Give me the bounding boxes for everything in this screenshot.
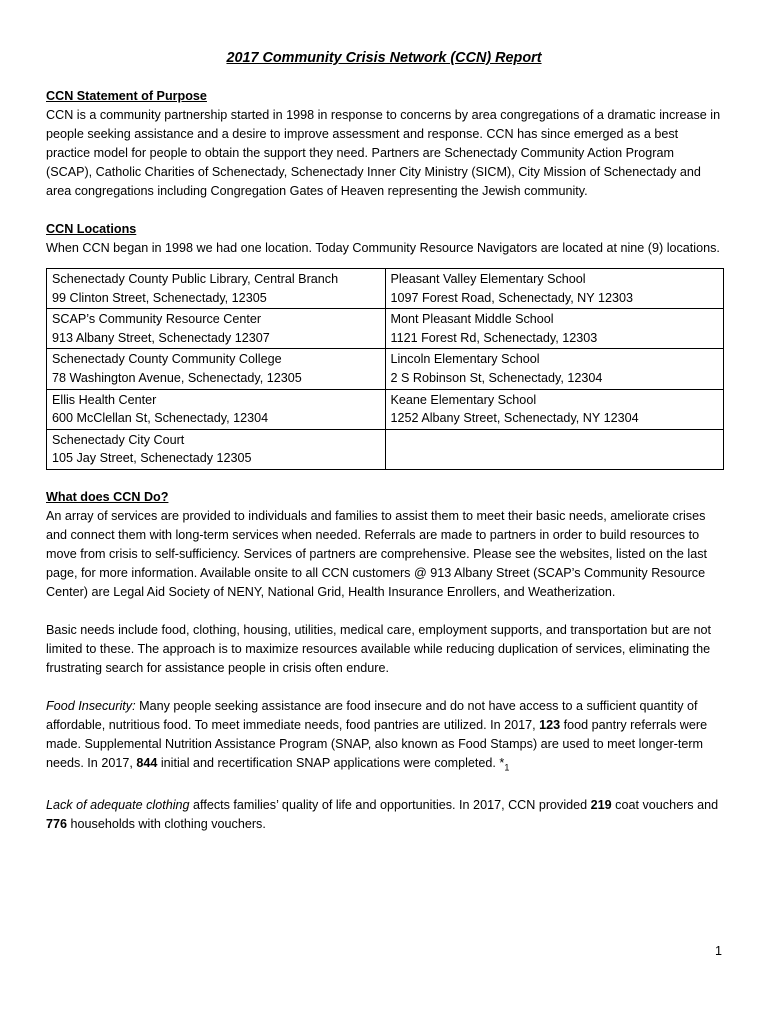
location-name: SCAP’s Community Resource Center [52,312,262,327]
purpose-heading: CCN Statement of Purpose [46,89,207,103]
food-section [46,697,722,778]
what-section [46,488,722,602]
locations-heading: CCN Locations [46,222,137,236]
food-pantry-count: 123 [539,717,561,732]
location-address: 1121 Forest Rd, Schenectady, 12303 [390,330,598,345]
purpose-text: CCN is a community partnership started in 1998 in response to concerns by area congregations of a dramatic increase in people seeking assistance and a desire to improve assessment and response. CCN has since emerged as a best practice model for people to obtain the support they need. Partners are Schenectady Community Action Program (SCAP), Catholic Charities of Schenectady, Schenectady Inner City Ministry (SICM), City Mission of Schenectady and area congregations including Congregation Gates of Heaven representing the Jewish community. [46,108,721,198]
location-address: 1252 Albany Street, Schenectady, NY 12304 [390,411,639,426]
location-address: 913 Albany Street, Schenectady 12307 [52,330,270,345]
location-name: Ellis Health Center [52,392,157,407]
food-text-2: food pantry referrals were made. Supplemental Nutrition Assistance Program (SNAP, also known as Food Stamps) are used to meet longer-term needs. In 2017, [46,717,708,770]
food-text-1: Many people seeking assistance are food insecure and do not have access to a sufficient quantity of affordable, nutritious food. To meet immediate needs, food pantries are utilized. In 2017, [46,698,698,732]
location-name: Schenectady County Public Library, Central Branch [52,272,339,286]
coat-voucher-count: 219 [590,798,612,813]
location-name: Mont Pleasant Middle School [390,312,554,327]
location-address: 600 McClellan St, Schenectady, 12304 [52,411,269,426]
location-name: Keane Elementary School [390,392,537,407]
clothing-text-1: affects families’ quality of life and opportunities. In 2017, CCN provided [189,798,591,813]
locations-table [46,268,724,470]
location-cell [47,269,386,309]
what-heading: What does CCN Do? [46,489,169,504]
location-cell [385,309,724,349]
food-text-3: initial and recertification SNAP applications were completed. * [157,755,505,770]
location-cell [385,269,724,309]
location-cell [47,349,386,389]
basic-needs-section [46,621,722,678]
snap-count: 844 [136,755,158,770]
locations-section [46,220,722,470]
location-address: 99 Clinton Street, Schenectady, 12305 [52,290,267,305]
location-cell [385,429,724,469]
location-name: Lincoln Elementary School [390,352,540,367]
clothing-label: Lack of adequate clothing [46,798,190,813]
clothing-voucher-count: 776 [46,817,68,832]
location-row [47,309,724,349]
location-address: 2 S Robinson St, Schenectady, 12304 [390,370,603,385]
clothing-section [46,796,722,834]
location-cell [47,389,386,429]
location-cell [385,349,724,389]
report-title: 2017 Community Crisis Network (CCN) Report [226,50,542,66]
what-text: An array of services are provided to individuals and families to assist them to meet their basic needs, ameliorate crises and connect them with long-term services when needed. Referrals are made to partners in order to build resources to move from crisis to self-sufficiency. Services of partners are comprehensive. Please see the websites, listed on the last page, for more information. Available onsite to all CCN customers @ 913 Albany Street (SCAP’s Community Resource Center) are Legal Aid Society of NENY, National Grid, Health Insurance Enrollers, and Weatherization. [46,508,707,599]
clothing-text-3: households with clothing vouchers. [67,817,266,832]
location-address: 1097 Forest Road, Schenectady, NY 12303 [390,290,633,305]
page-number: 1 [714,944,722,958]
location-address: 105 Jay Street, Schenectady 12305 [52,451,252,466]
location-cell [47,429,386,469]
location-address: 78 Washington Avenue, Schenectady, 12305 [52,370,302,385]
location-cell [47,309,386,349]
location-row [47,269,724,309]
location-name: Pleasant Valley Elementary School [390,272,586,286]
food-footnote: 1 [504,762,510,773]
location-row [47,429,724,469]
food-paragraph [46,697,722,778]
locations-intro: When CCN began in 1998 we had one location. Today Community Resource Navigators are located at nine (9) locations. [46,241,720,255]
location-name: Schenectady County Community College [52,352,282,367]
basic-needs-text: Basic needs include food, clothing, housing, utilities, medical care, employment supports, and transportation but are not limited to these. The approach is to maximize resources available while reducing duplication of services, eliminating the frustrating search for assistance people in crisis often endure. [46,622,712,675]
food-label: Food Insecurity: [46,698,136,713]
purpose-section [46,87,722,201]
location-row [47,389,724,429]
location-row [47,349,724,389]
location-cell [385,389,724,429]
location-name: Schenectady City Court [52,432,185,447]
clothing-paragraph [46,796,722,834]
clothing-text-2: coat vouchers and [611,798,719,813]
